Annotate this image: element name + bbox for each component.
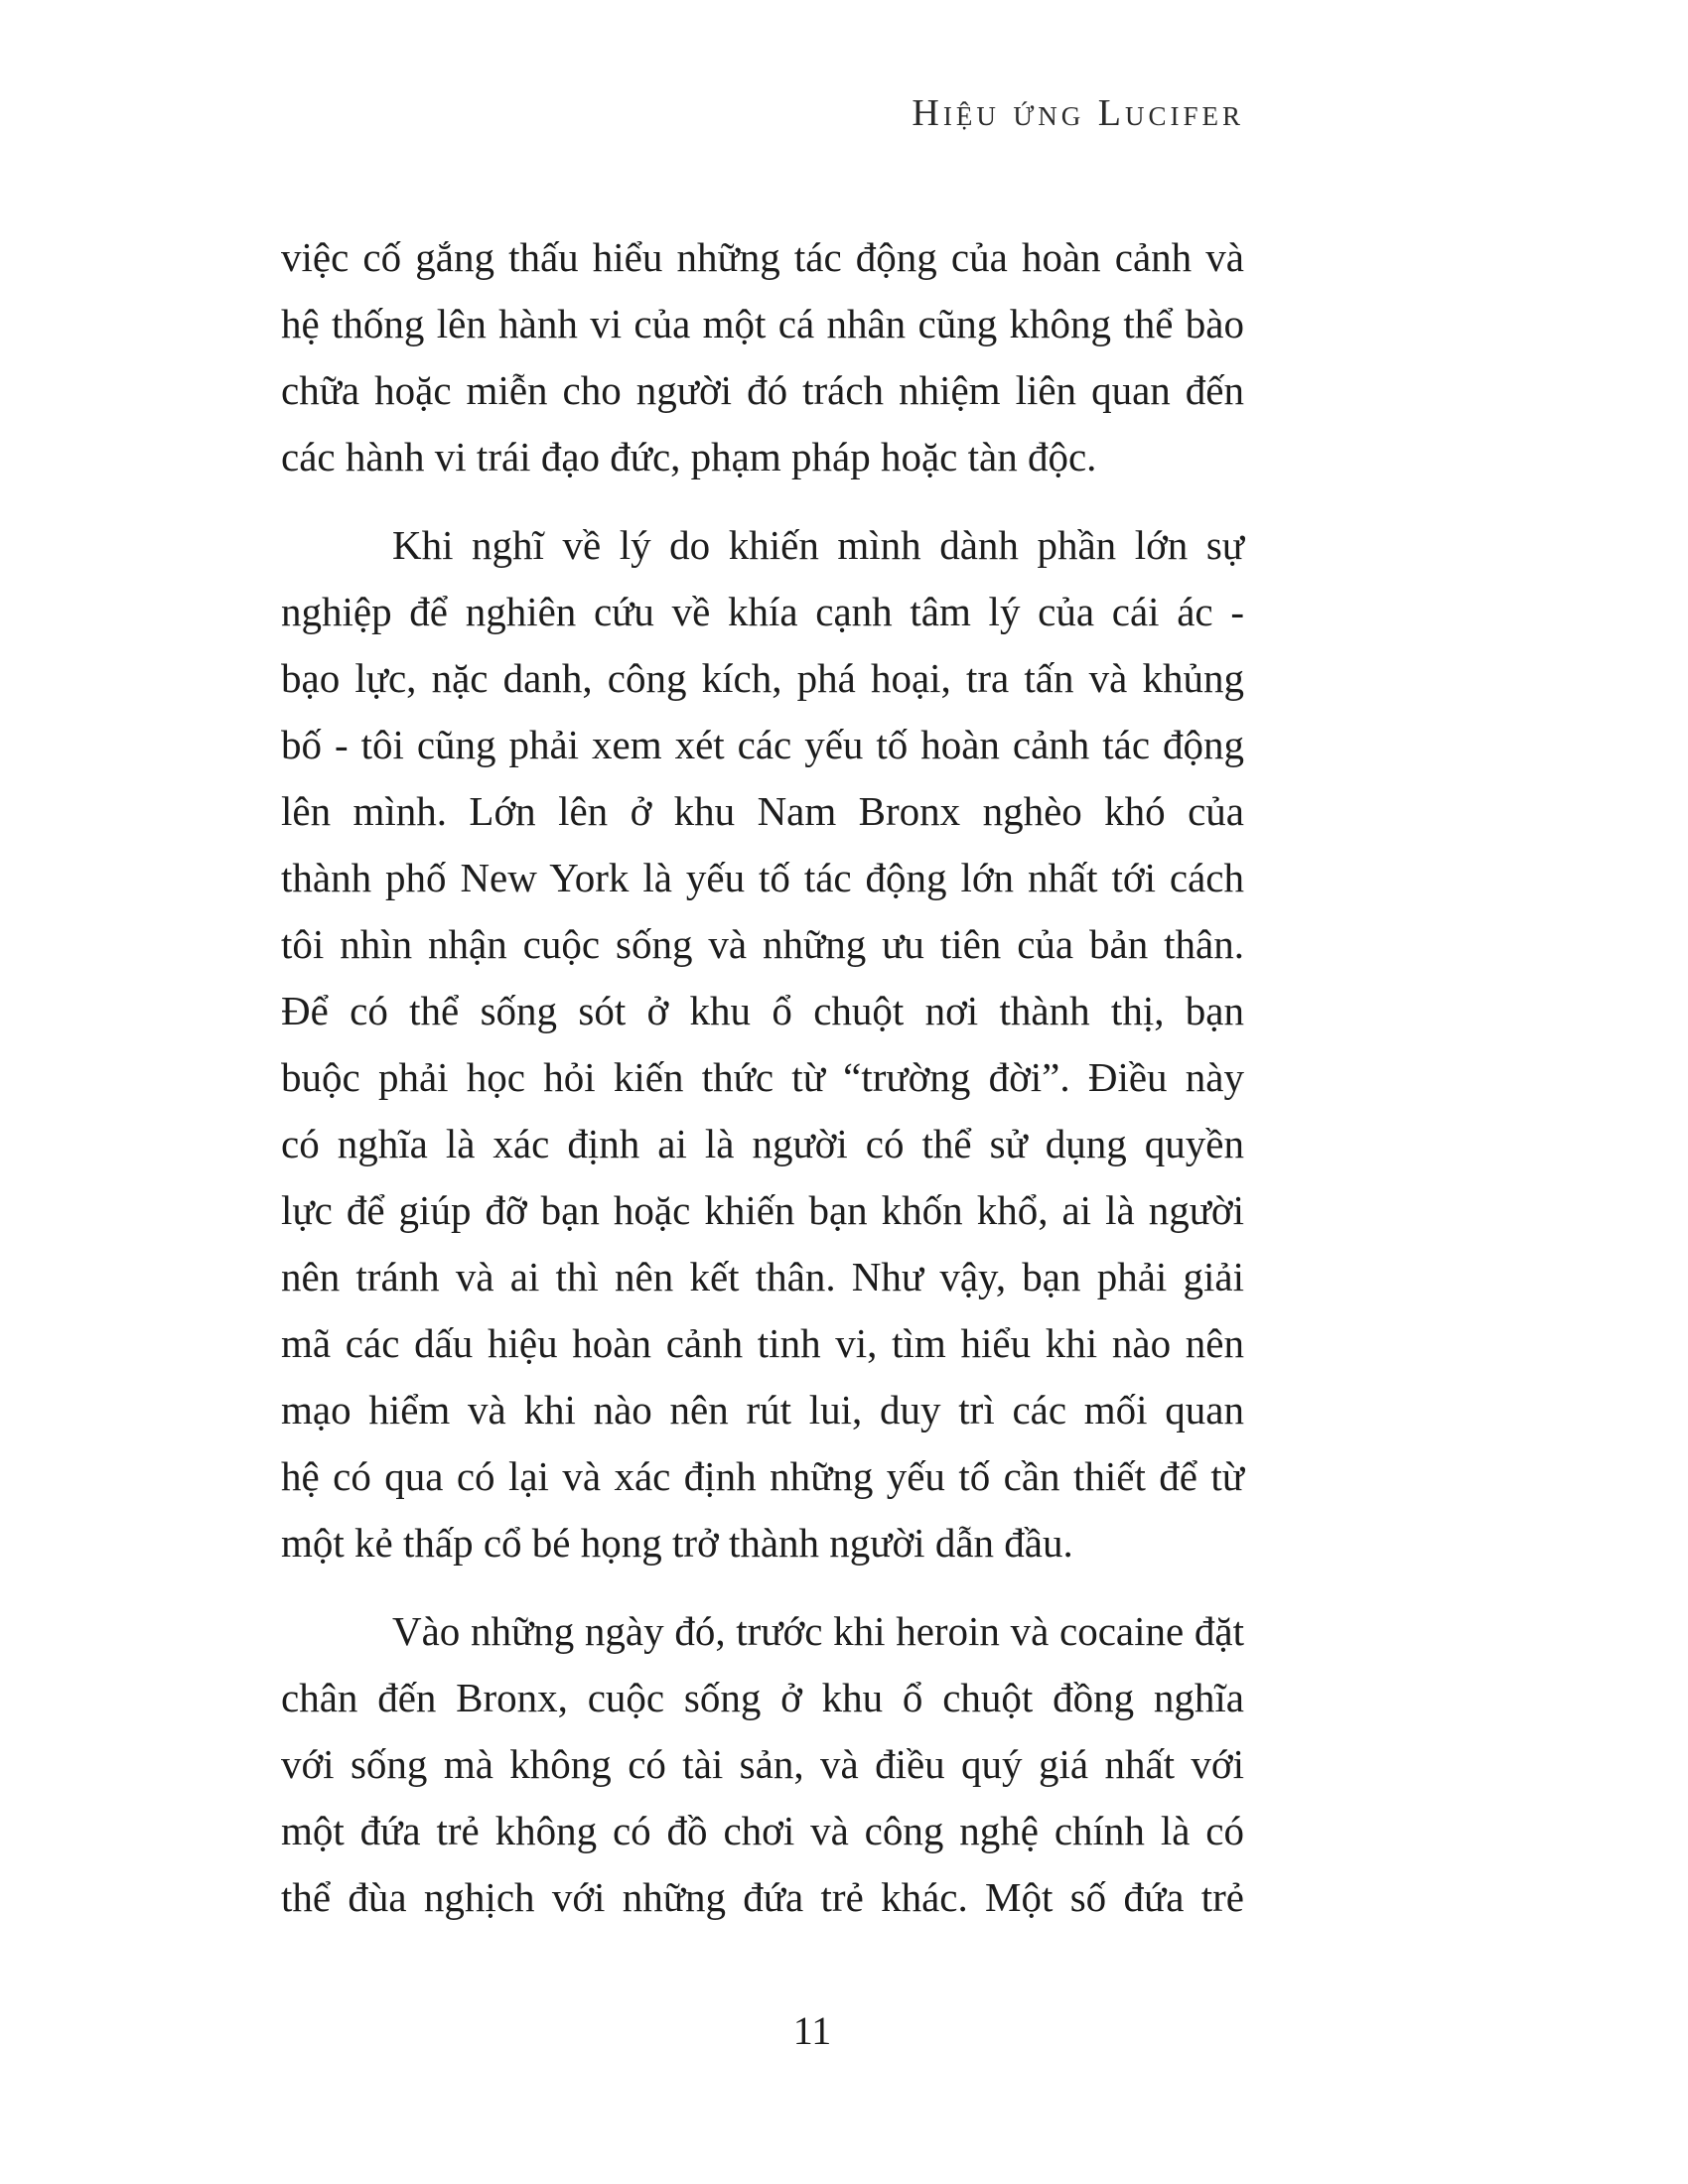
text-line: hệ có qua có lại và xác định những yếu tố cần thiết để từ — [281, 1453, 1244, 1499]
text-line: buộc phải học hỏi kiến thức từ “trường đời”. Điều này — [281, 1054, 1244, 1100]
text-line: lực để giúp đỡ bạn hoặc khiến bạn khốn khổ, ai là người — [281, 1187, 1244, 1233]
text-line: chân đến Bronx, cuộc sống ở khu ổ chuột đồng nghĩa — [281, 1675, 1244, 1720]
text-line: nghiệp để nghiên cứu về khía cạnh tâm lý của cái ác - — [281, 589, 1244, 634]
paragraph — [281, 1598, 1244, 1931]
text-line: việc cố gắng thấu hiểu những tác động của hoàn cảnh và — [281, 234, 1244, 280]
text-line: với sống mà không có tài sản, và điều quý giá nhất với — [281, 1741, 1244, 1787]
text-line: một kẻ thấp cổ bé họng trở thành người dẫn đầu. — [281, 1520, 1073, 1566]
text-line: thể đùa nghịch với những đứa trẻ khác. Một số đứa trẻ — [281, 1874, 1244, 1920]
text-line: tôi nhìn nhận cuộc sống và những ưu tiên của bản thân. — [281, 921, 1244, 967]
text-line: các hành vi trái đạo đức, phạm pháp hoặc tàn độc. — [281, 434, 1097, 479]
text-line: thành phố New York là yếu tố tác động lớn nhất tới cách — [281, 855, 1244, 900]
text-line: mã các dấu hiệu hoàn cảnh tinh vi, tìm hiểu khi nào nên — [281, 1320, 1244, 1366]
text-line: Khi nghĩ về lý do khiến mình dành phần lớn sự — [392, 522, 1244, 568]
text-line: lên mình. Lớn lên ở khu Nam Bronx nghèo khó của — [281, 788, 1244, 834]
body-text — [281, 224, 1244, 1953]
text-line: chữa hoặc miễn cho người đó trách nhiệm liên quan đến — [281, 367, 1244, 413]
paragraph — [281, 224, 1244, 490]
text-line: Vào những ngày đó, trước khi heroin và cocaine đặt — [392, 1608, 1244, 1654]
page-number: 11 — [792, 2008, 832, 2053]
text-line: mạo hiểm và khi nào nên rút lui, duy trì các mối quan — [281, 1387, 1244, 1433]
text-line: hệ thống lên hành vi của một cá nhân cũng không thể bào — [281, 301, 1244, 346]
text-line: bạo lực, nặc danh, công kích, phá hoại, tra tấn và khủng — [281, 655, 1244, 701]
text-line: nên tránh và ai thì nên kết thân. Như vậy, bạn phải giải — [281, 1254, 1244, 1299]
paragraph — [281, 512, 1244, 1576]
text-line: một đứa trẻ không có đồ chơi và công nghệ chính là có — [281, 1808, 1244, 1853]
text-line: có nghĩa là xác định ai là người có thể sử dụng quyền — [281, 1121, 1244, 1166]
text-line: Để có thể sống sót ở khu ổ chuột nơi thành thị, bạn — [281, 988, 1244, 1033]
running-header: Hiệu ứng Lucifer — [912, 92, 1244, 134]
text-line: bố - tôi cũng phải xem xét các yếu tố hoàn cảnh tác động — [281, 722, 1244, 767]
